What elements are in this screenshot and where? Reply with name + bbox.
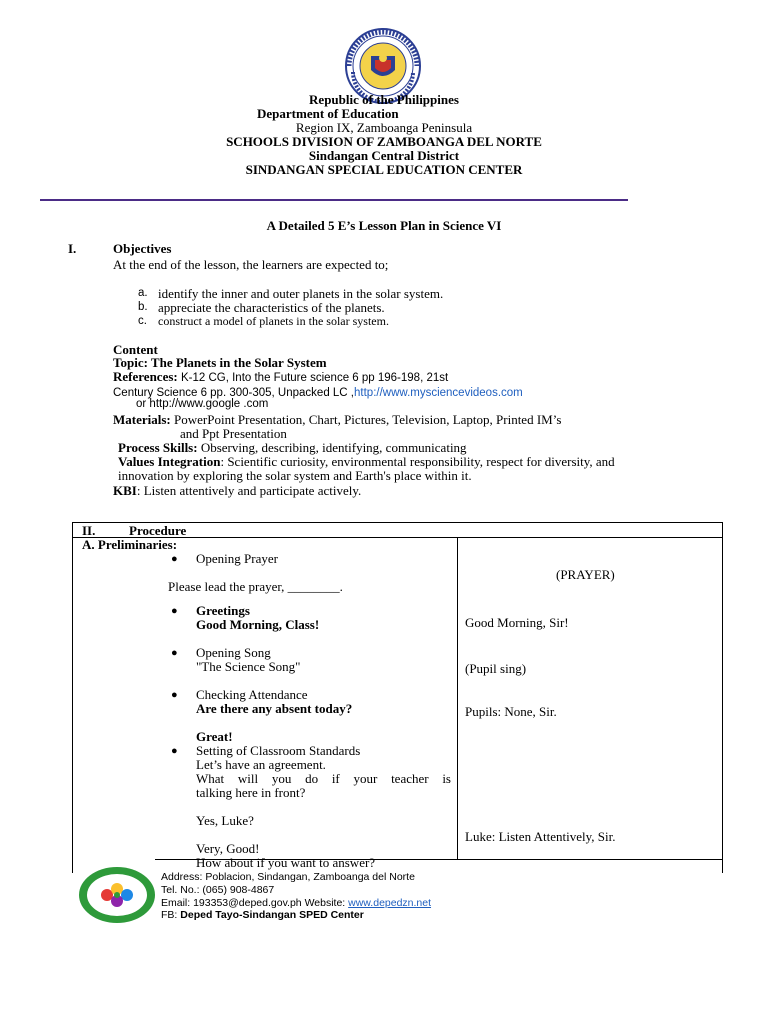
pupil-good-morning: Good Morning, Sir!	[465, 615, 569, 630]
procedure-heading: Procedure	[129, 523, 187, 538]
references-line1: K-12 CG, Into the Future science 6 pp 196-198, 21st	[180, 372, 449, 384]
pupil-sing: (Pupil sing)	[465, 661, 527, 676]
header-school: SINDANGAN SPECIAL EDUCATION CENTER	[245, 162, 523, 177]
references-line2: Century Science 6 pp. 300-305, Unpacked LC ,	[113, 387, 355, 399]
process-skills-text: Observing, describing, identifying, communicating	[200, 440, 467, 455]
content-kbi	[113, 483, 361, 499]
teacher-what-will-line2: talking here in front?	[196, 785, 306, 800]
procedure-table	[72, 522, 723, 873]
content-heading: Content	[113, 342, 158, 357]
values-label: Values Integration	[118, 454, 221, 469]
footer-address: Address: Poblacion, Sindangan, Zamboanga del Norte	[161, 871, 415, 883]
bullet-icon: ●	[171, 745, 178, 757]
footer-email: Email: 193353@deped.gov.ph Website:	[161, 897, 349, 909]
kbi-text: : Listen attentively and participate actively.	[136, 483, 362, 498]
footer-fb-name: Deped Tayo-Sindangan SPED Center	[180, 909, 364, 921]
teacher-good-morning: Good Morning, Class!	[196, 617, 320, 632]
bullet-icon: ●	[171, 689, 178, 701]
references-label: References:	[113, 369, 178, 384]
teacher-lead-prayer: Please lead the prayer, ________.	[168, 579, 343, 594]
header-division: SCHOOLS DIVISION OF ZAMBOANGA DEL NORTE	[226, 134, 542, 149]
kbi-label: KBI	[113, 483, 137, 498]
teacher-absent-question: Are there any absent today?	[196, 701, 353, 716]
objectives-numeral: I.	[68, 241, 77, 256]
bullet-icon: ●	[171, 553, 178, 565]
teacher-very-good: Very, Good!	[196, 841, 260, 856]
objective-item-c: construct a model of planets in the solar system.	[158, 314, 389, 328]
objective-item-a: identify the inner and outer planets in the solar system.	[158, 286, 444, 301]
teacher-song-title: "The Science Song"	[196, 659, 301, 674]
content-references	[113, 369, 448, 385]
header-divider	[40, 199, 628, 201]
teacher-greetings: Greetings	[196, 603, 250, 618]
procedure-numeral: II.	[82, 523, 96, 538]
pupil-luke-answer: Luke: Listen Attentively, Sir.	[465, 829, 616, 844]
lesson-plan-title: A Detailed 5 E’s Lesson Plan in Science VI	[266, 218, 502, 233]
objective-item-b: appreciate the characteristics of the planets.	[158, 300, 385, 315]
footer-website-link[interactable]: www.depedzn.net	[348, 897, 432, 909]
teacher-agreement: Let’s have an agreement.	[196, 757, 326, 772]
materials-line2: and Ppt Presentation	[180, 426, 287, 441]
teacher-great: Great!	[196, 729, 233, 744]
header-region: Region IX, Zamboanga Peninsula	[295, 120, 473, 135]
teacher-yes-luke: Yes, Luke?	[196, 813, 254, 828]
process-skills-label: Process Skills:	[118, 440, 198, 455]
teacher-standards: Setting of Classroom Standards	[196, 743, 361, 758]
objective-marker-b: b.	[138, 301, 148, 313]
materials-line1: PowerPoint Presentation, Chart, Pictures, Television, Laptop, Printed IM’s	[174, 412, 562, 427]
header-republic: Republic of the Philippines	[309, 92, 459, 107]
teacher-opening-song: Opening Song	[196, 645, 271, 660]
materials-label: Materials:	[113, 412, 171, 427]
teacher-how-about: How about if you want to answer?	[196, 855, 376, 870]
footer-fb	[161, 909, 364, 921]
teacher-checking-attendance: Checking Attendance	[196, 687, 308, 702]
teacher-what-will-line1: What will you do if your teacher is	[196, 771, 451, 786]
references-line3: or http://www.google .com	[136, 398, 269, 410]
table-column-divider	[457, 537, 458, 859]
footer-contact	[161, 897, 431, 909]
objective-marker-c: c.	[138, 315, 147, 327]
objective-marker-a: a.	[138, 287, 148, 299]
values-line2: innovation by exploring the solar system and Earth's place within it.	[118, 468, 472, 483]
preliminaries-heading: A. Preliminaries:	[82, 537, 178, 552]
sped-center-logo	[77, 865, 157, 925]
references-link[interactable]: http://www.mysciencevideos.com	[354, 387, 523, 399]
footer-tel: Tel. No.: (065) 908-4867	[161, 884, 275, 896]
header-district: Sindangan Central District	[308, 148, 460, 163]
objectives-heading: Objectives	[113, 241, 172, 256]
values-line1: : Scientific curiosity, environmental responsibility, respect for diversity, and	[220, 454, 615, 469]
header-department: Department of Education	[257, 106, 399, 121]
content-topic: Topic: The Planets in the Solar System	[113, 355, 327, 370]
pupil-prayer: (PRAYER)	[556, 567, 615, 582]
bullet-icon: ●	[171, 605, 178, 617]
footer-fb-label: FB:	[161, 909, 181, 921]
objectives-intro: At the end of the lesson, the learners are expected to;	[113, 257, 389, 272]
bullet-icon: ●	[171, 647, 178, 659]
teacher-opening-prayer: Opening Prayer	[196, 551, 278, 566]
pupil-none-sir: Pupils: None, Sir.	[465, 704, 557, 719]
